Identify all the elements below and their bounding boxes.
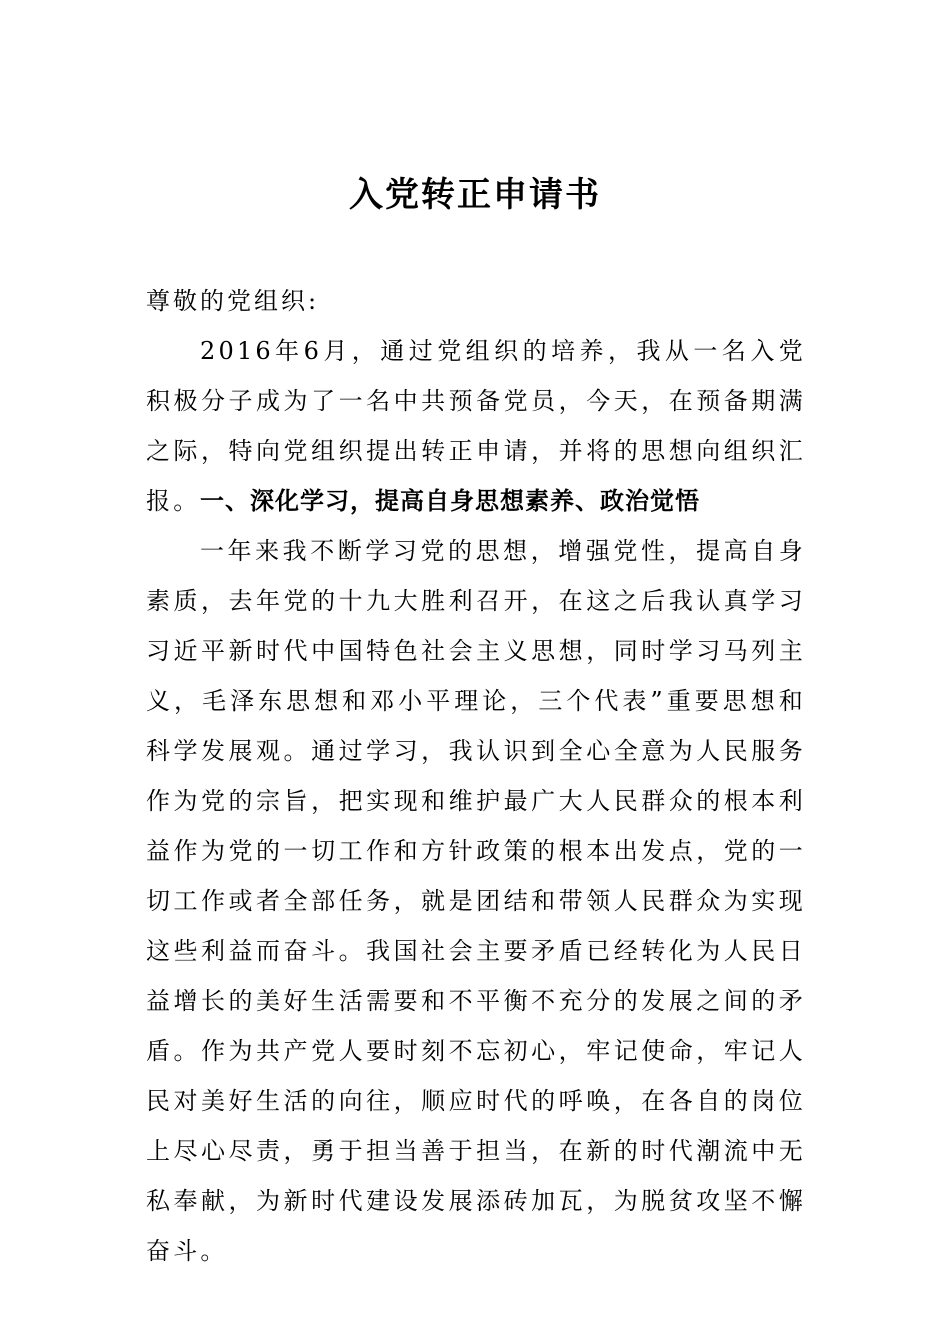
section-heading: 一、深化学习，提高自身思想素养、政治觉悟 [200, 487, 700, 515]
paragraph-study: 一年来我不断学习党的思想，增强党性，提高自身素质，去年党的十九大胜利召开，在这之后我认真学习习近平新时代中国特色社会主义思想，同时学习马列主义，毛泽东思想和邓小平理论，三个代表”重要思想和科学发展观。通过学习，我认识到全心全意为人民服务作为党的宗旨，把实现和维护最广大人民群众的根本利益作为党的一切工作和方针政策的根本出发点，党的一切工作或者全部任务，就是团结和带领人民群众为实现这些利益而奋斗。我国社会主要矛盾已经转化为人民日益增长的美好生活需要和不平衡不充分的发展之间的矛盾。作为共产党人要时刻不忘初心，牢记使命，牢记人民对美好生活的向往，顺应时代的呼唤，在各自的岗位上尽心尽责，勇于担当善于担当，在新的时代潮流中无私奉献，为新时代建设发展添砖加瓦，为脱贫攻坚不懈奋斗。 [146, 537, 806, 1265]
salutation: 尊敬的党组织: [146, 287, 320, 315]
paragraph-intro: 2016年6月，通过党组织的培养，我从一名入党积极分子成为了一名中共预备党员，今天，在预备期满之际，特向党组织提出转正申请，并将的思想向组织汇报。 [146, 337, 806, 515]
document-title: 入党转正申请书 [349, 175, 601, 215]
